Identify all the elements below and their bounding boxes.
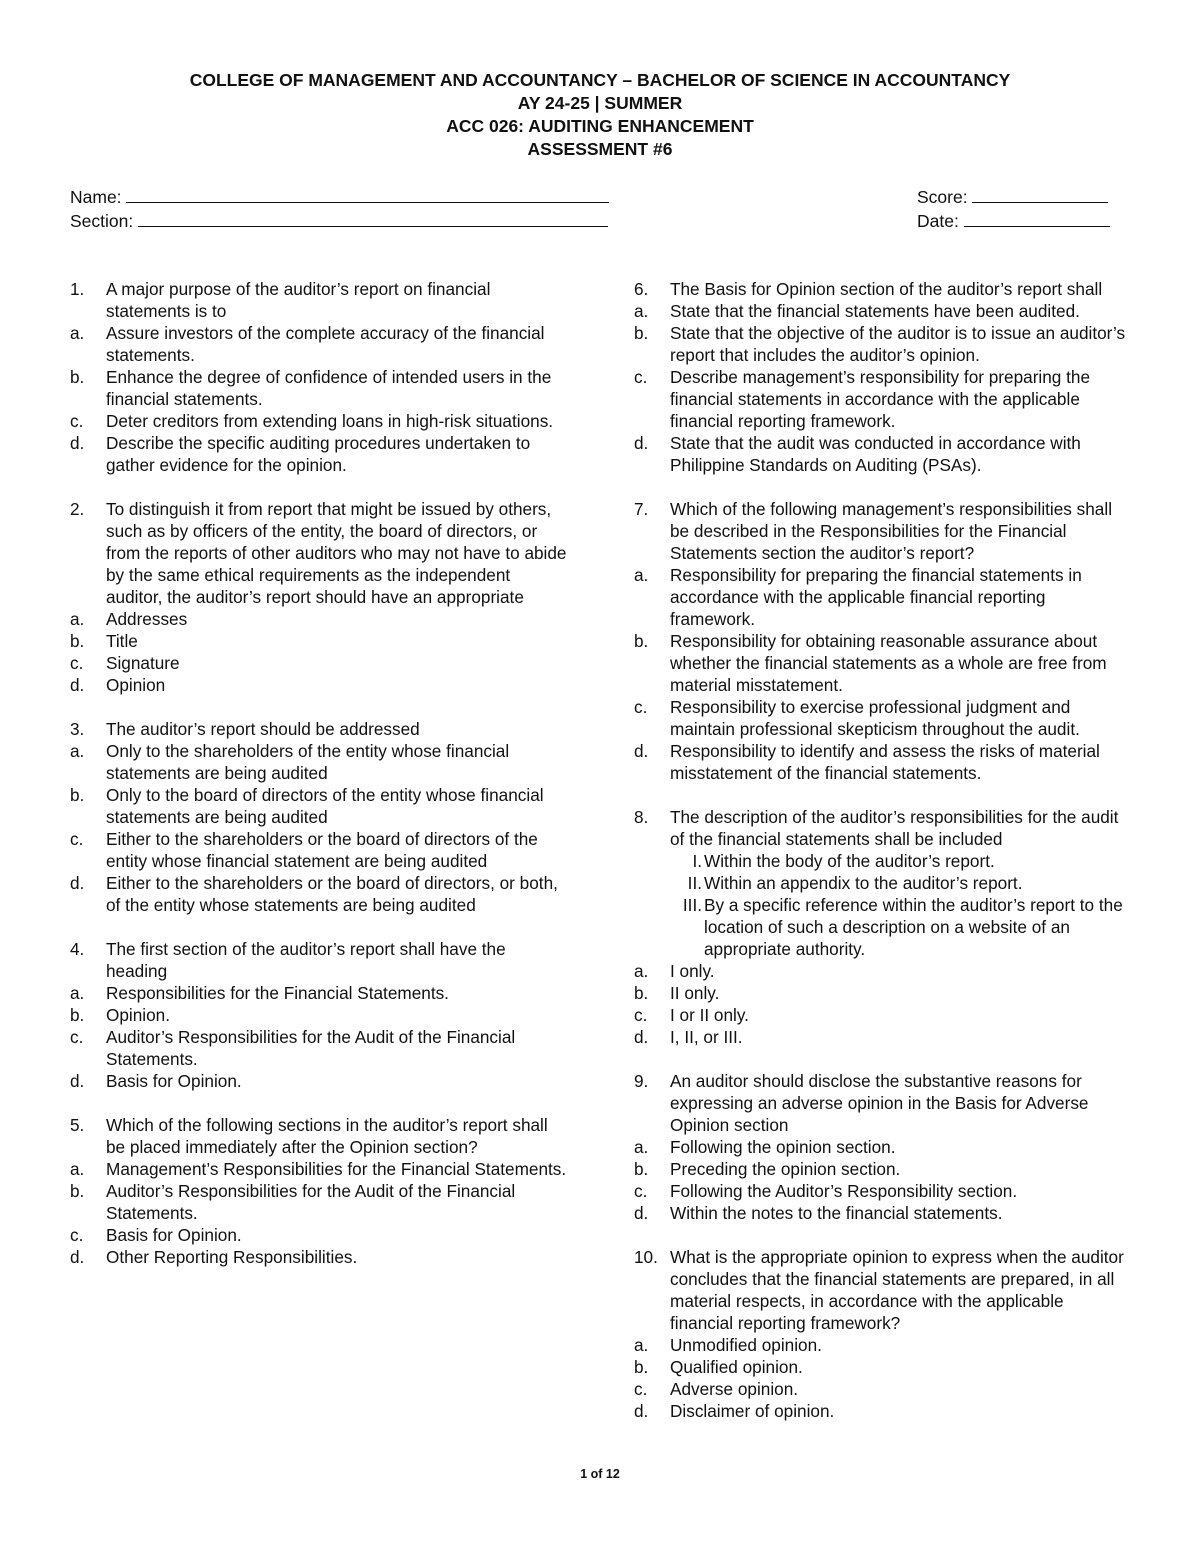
choice xyxy=(634,1180,1129,1202)
choice-text: Responsibility to identify and assess the risks of material misstatement of the financial statements. xyxy=(670,741,1100,783)
question-8 xyxy=(634,806,1129,1048)
choice-text: Management’s Responsibilities for the Financial Statements. xyxy=(106,1159,567,1179)
choice-letter: b. xyxy=(634,983,649,1003)
choice-text: Auditor’s Responsibilities for the Audit of the Financial Statements. xyxy=(106,1181,516,1223)
choice-letter: a. xyxy=(634,565,649,585)
choice xyxy=(70,432,570,476)
roman-item xyxy=(634,894,1129,960)
choice-letter: b. xyxy=(634,1357,649,1377)
choice-letter: d. xyxy=(634,1203,649,1223)
question-number: 3. xyxy=(70,719,85,739)
choice-text: Assure investors of the complete accuracy of the financial statements. xyxy=(106,323,545,365)
choice xyxy=(634,696,1129,740)
choice-letter: a. xyxy=(70,1159,85,1179)
question-number: 4. xyxy=(70,939,85,959)
name-field xyxy=(70,186,609,208)
question-number: 10. xyxy=(634,1247,658,1267)
choice xyxy=(634,1356,1129,1378)
choice-text: State that the objective of the auditor is to issue an auditor’s report that includes the auditor’s opinion. xyxy=(670,323,1126,365)
course-title: ACC 026: AUDITING ENHANCEMENT xyxy=(446,116,754,136)
choice-text: State that the financial statements have been audited. xyxy=(670,301,1080,321)
roman-item xyxy=(634,850,1129,872)
choice xyxy=(634,1202,1129,1224)
choice-text: Auditor’s Responsibilities for the Audit of the Financial Statements. xyxy=(106,1027,516,1069)
section-field xyxy=(70,210,608,232)
choice-text: Either to the shareholders or the board of directors of the entity whose financial statement are being audited xyxy=(106,829,538,871)
academic-term: AY 24-25 | SUMMER xyxy=(517,93,683,113)
choice xyxy=(70,1180,570,1224)
choice-text: Following the opinion section. xyxy=(670,1137,896,1157)
choice-letter: c. xyxy=(70,1225,84,1245)
choice-text: Signature xyxy=(106,653,180,673)
choice xyxy=(634,1378,1129,1400)
choice xyxy=(70,674,570,696)
choice xyxy=(70,322,570,366)
choice xyxy=(634,300,1129,322)
choice-letter: c. xyxy=(634,367,648,387)
choice-text: Only to the shareholders of the entity whose financial statements are being audited xyxy=(106,741,510,783)
choice-text: Responsibility to exercise professional judgment and maintain professional skepticism throughout the audit. xyxy=(670,697,1080,739)
choice-letter: c. xyxy=(634,697,648,717)
choice-text: II only. xyxy=(670,983,720,1003)
name-label: Name: xyxy=(70,187,122,207)
choice xyxy=(70,366,570,410)
choice-text: Disclaimer of opinion. xyxy=(670,1401,835,1421)
choice-text: Basis for Opinion. xyxy=(106,1071,242,1091)
choice xyxy=(634,1026,1129,1048)
assessment-title: ASSESSMENT #6 xyxy=(527,139,673,159)
choice-text: I only. xyxy=(670,961,715,981)
choice xyxy=(70,740,570,784)
choice-text: Only to the board of directors of the entity whose financial statements are being audited xyxy=(106,785,544,827)
question-text: Which of the following management’s responsibilities shall be described in the Responsibilities for the Financial Statements section the auditor’s report? xyxy=(670,499,1113,563)
choice-text: Title xyxy=(106,631,138,651)
choice-text: I or II only. xyxy=(670,1005,749,1025)
choice xyxy=(634,1400,1129,1422)
choice-text: Describe the specific auditing procedures undertaken to gather evidence for the opinion. xyxy=(106,433,531,475)
choice-letter: d. xyxy=(70,1071,85,1091)
roman-numeral: II. xyxy=(687,873,702,893)
question-number: 5. xyxy=(70,1115,85,1135)
choice-text: Opinion. xyxy=(106,1005,171,1025)
choice-letter: b. xyxy=(634,631,649,651)
question-text: The description of the auditor’s responsibilities for the audit of the financial statements shall be included xyxy=(670,807,1119,849)
question-text: What is the appropriate opinion to express when the auditor concludes that the financial statements are prepared, in all material respects, in accordance with the applicable financial reporting framework? xyxy=(670,1247,1124,1333)
choice-text: Unmodified opinion. xyxy=(670,1335,822,1355)
choice xyxy=(70,1224,570,1246)
name-blank xyxy=(126,186,609,203)
choice-letter: c. xyxy=(70,411,84,431)
document-header xyxy=(0,69,1200,161)
question-number: 6. xyxy=(634,279,649,299)
choice xyxy=(634,960,1129,982)
choice-text: Other Reporting Responsibilities. xyxy=(106,1247,358,1267)
choice xyxy=(634,982,1129,1004)
date-field xyxy=(917,210,1110,232)
choice-letter: b. xyxy=(634,323,649,343)
choice-letter: a. xyxy=(70,323,85,343)
roman-numeral: III. xyxy=(682,895,702,915)
question-number: 1. xyxy=(70,279,85,299)
choice-letter: c. xyxy=(70,829,84,849)
choice-letter: d. xyxy=(634,741,649,761)
choice-text: Within the notes to the financial statements. xyxy=(670,1203,1003,1223)
choice-text: Responsibilities for the Financial Statements. xyxy=(106,983,449,1003)
question-text: The first section of the auditor’s report shall have the heading xyxy=(106,939,506,981)
roman-item-text: Within the body of the auditor’s report. xyxy=(704,851,995,871)
choice xyxy=(70,652,570,674)
choice xyxy=(634,630,1129,696)
question-2 xyxy=(70,498,570,696)
choice-letter: d. xyxy=(634,433,649,453)
score-label: Score: xyxy=(917,187,968,207)
choice-text: Adverse opinion. xyxy=(670,1379,799,1399)
question-3 xyxy=(70,718,570,916)
choice-letter: d. xyxy=(70,1247,85,1267)
question-text: The Basis for Opinion section of the auditor’s report shall xyxy=(670,279,1103,299)
roman-item xyxy=(634,872,1129,894)
section-label: Section: xyxy=(70,211,134,231)
question-10 xyxy=(634,1246,1129,1422)
score-field xyxy=(917,186,1108,208)
choice-letter: c. xyxy=(70,1027,84,1047)
question-1 xyxy=(70,278,570,476)
score-blank xyxy=(972,186,1108,203)
choice-text: Basis for Opinion. xyxy=(106,1225,242,1245)
choice-letter: a. xyxy=(70,741,85,761)
college-title: COLLEGE OF MANAGEMENT AND ACCOUNTANCY – BACHELOR OF SCIENCE IN ACCOUNTANCY xyxy=(189,70,1011,90)
choice xyxy=(634,1136,1129,1158)
choice-letter: d. xyxy=(634,1401,649,1421)
date-blank xyxy=(964,210,1110,227)
choice-letter: c. xyxy=(634,1181,648,1201)
question-number: 7. xyxy=(634,499,649,519)
choice-letter: a. xyxy=(70,609,85,629)
choice xyxy=(634,1004,1129,1026)
choice-text: Either to the shareholders or the board of directors, or both, of the entity whose statements are being audited xyxy=(106,873,558,915)
choice xyxy=(70,1246,570,1268)
choice xyxy=(634,564,1129,630)
choice-letter: a. xyxy=(634,301,649,321)
choice xyxy=(634,322,1129,366)
choice-text: Opinion xyxy=(106,675,166,695)
choice xyxy=(70,1004,570,1026)
choice-text: Deter creditors from extending loans in high-risk situations. xyxy=(106,411,554,431)
choice xyxy=(70,608,570,630)
roman-item-text: By a specific reference within the auditor’s report to the location of such a description on a website of an appropriate authority. xyxy=(704,895,1123,959)
choice-letter: d. xyxy=(70,873,85,893)
choice-text: Addresses xyxy=(106,609,188,629)
question-text: A major purpose of the auditor’s report on financial statements is to xyxy=(106,279,491,321)
question-number: 9. xyxy=(634,1071,649,1091)
left-column xyxy=(70,278,570,1290)
question-number: 8. xyxy=(634,807,649,827)
choice-letter: b. xyxy=(70,631,85,651)
right-column xyxy=(634,278,1129,1444)
question-text: Which of the following sections in the auditor’s report shall be placed immediately after the Opinion section? xyxy=(106,1115,548,1157)
choice-letter: b. xyxy=(70,1181,85,1201)
date-label: Date: xyxy=(917,211,959,231)
question-6 xyxy=(634,278,1129,476)
choice-letter: b. xyxy=(70,1005,85,1025)
choice xyxy=(634,366,1129,432)
section-blank xyxy=(138,210,608,227)
choice-text: I, II, or III. xyxy=(670,1027,743,1047)
choice-letter: b. xyxy=(634,1159,649,1179)
roman-item-text: Within an appendix to the auditor’s report. xyxy=(704,873,1023,893)
choice-letter: c. xyxy=(70,653,84,673)
choice xyxy=(70,410,570,432)
choice xyxy=(634,432,1129,476)
choice-letter: b. xyxy=(70,367,85,387)
question-text: The auditor’s report should be addressed xyxy=(106,719,420,739)
choice-letter: c. xyxy=(634,1005,648,1025)
choice-text: Describe management’s responsibility for preparing the financial statements in accordance with the applicable financial reporting framework. xyxy=(670,367,1091,431)
choice xyxy=(70,1026,570,1070)
choice-letter: a. xyxy=(634,961,649,981)
choice xyxy=(70,982,570,1004)
choice-text: Following the Auditor’s Responsibility section. xyxy=(670,1181,1018,1201)
choice xyxy=(634,740,1129,784)
choice xyxy=(634,1158,1129,1180)
question-7 xyxy=(634,498,1129,784)
choice xyxy=(70,872,570,916)
choice-text: Preceding the opinion section. xyxy=(670,1159,901,1179)
choice xyxy=(70,1158,570,1180)
page-number: 1 of 12 xyxy=(580,1467,620,1481)
choice-letter: d. xyxy=(634,1027,649,1047)
choice-letter: a. xyxy=(634,1137,649,1157)
question-9 xyxy=(634,1070,1129,1224)
question-text: An auditor should disclose the substantive reasons for expressing an adverse opinion in the Basis for Adverse Opinion section xyxy=(670,1071,1089,1135)
choice xyxy=(70,828,570,872)
question-text: To distinguish it from report that might be issued by others, such as by officers of the entity, the board of directors, or from the reports of other auditors who may not have to abide by the same ethical requirements as the independent auditor, the auditor’s report should have an appropriate xyxy=(106,499,567,607)
choice-text: Enhance the degree of confidence of intended users in the financial statements. xyxy=(106,367,552,409)
choice-text: State that the audit was conducted in accordance with Philippine Standards on Auditing (PSAs). xyxy=(670,433,1081,475)
choice-letter: d. xyxy=(70,675,85,695)
choice-text: Responsibility for obtaining reasonable assurance about whether the financial statements as a whole are free from material misstatement. xyxy=(670,631,1107,695)
choice xyxy=(634,1334,1129,1356)
choice xyxy=(70,1070,570,1092)
choice-letter: d. xyxy=(70,433,85,453)
choice xyxy=(70,630,570,652)
choice-letter: c. xyxy=(634,1379,648,1399)
question-5 xyxy=(70,1114,570,1268)
choice-letter: a. xyxy=(70,983,85,1003)
choice-text: Responsibility for preparing the financial statements in accordance with the applicable financial reporting framework. xyxy=(670,565,1082,629)
roman-numeral: I. xyxy=(692,851,702,871)
choice-letter: a. xyxy=(634,1335,649,1355)
question-4 xyxy=(70,938,570,1092)
choice-text: Qualified opinion. xyxy=(670,1357,803,1377)
choice xyxy=(70,784,570,828)
question-number: 2. xyxy=(70,499,85,519)
choice-letter: b. xyxy=(70,785,85,805)
